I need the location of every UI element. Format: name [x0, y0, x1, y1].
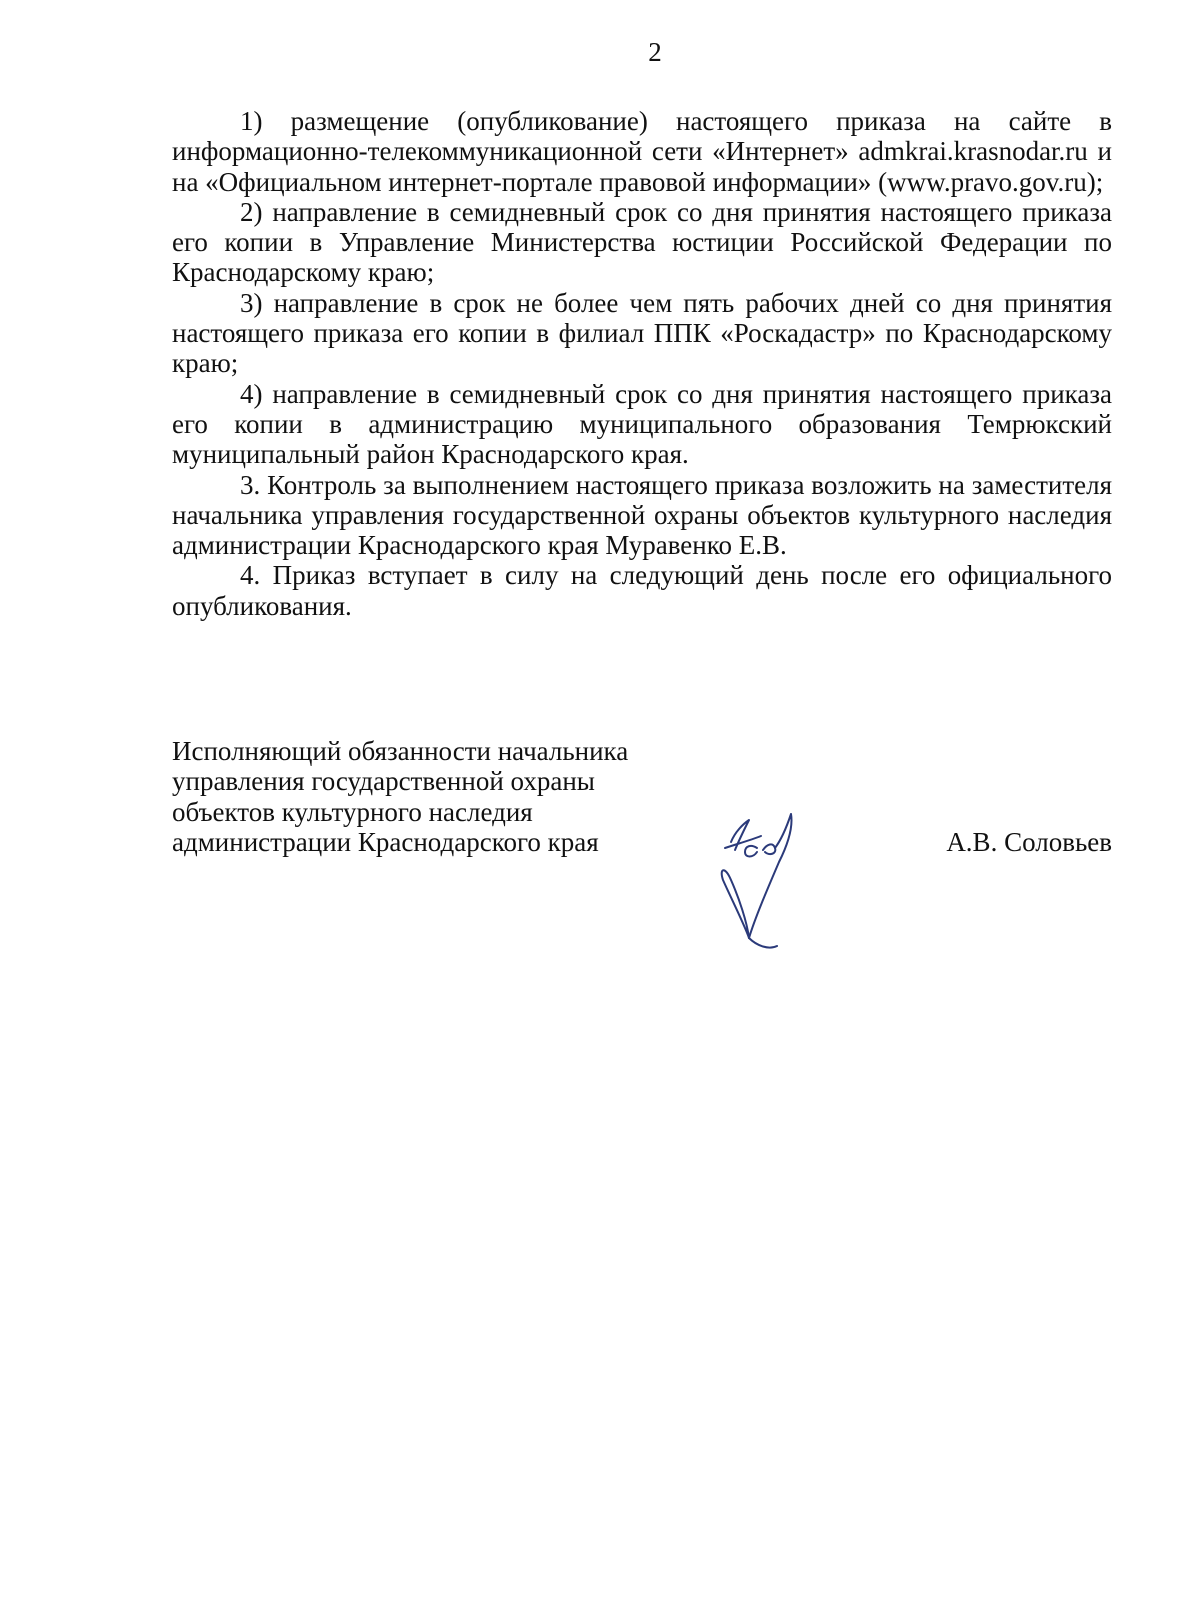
paragraph-justice-ministry: 2) направление в семидневный срок со дня принятия настоящего приказа его копии в Управление Министерства юстиции Российской Федерации по Краснодарскому краю;: [172, 196, 1112, 288]
page-number: 2: [648, 37, 662, 67]
handwritten-signature: [717, 806, 827, 956]
signature-block: [172, 736, 1112, 956]
signatory-position-line: управления государственной охраны: [172, 766, 595, 797]
signatory-position-line: Исполняющий обязанности начальника: [172, 736, 629, 766]
signatory-name: А.В. Соловьев: [946, 827, 1112, 857]
paragraph-municipal-administration: 4) направление в семидневный срок со дня принятия настоящего приказа его копии в администрацию муниципального образования Темрюкский муниципальный район Краснодарского края.: [172, 378, 1112, 470]
document-body: [172, 106, 1112, 621]
signatory-position: [172, 736, 628, 857]
paragraph-effective-date: 4. Приказ вступает в силу на следующий день после его официального опубликования.: [172, 560, 1112, 621]
paragraph-control: 3. Контроль за выполнением настоящего приказа возложить на заместителя начальника управления государственной охраны объектов культурного наследия администрации Краснодарского края Муравенко Е.В.: [172, 469, 1112, 561]
paragraph-publication: 1) размещение (опубликование) настоящего приказа на сайте в информационно-телекоммуникационной сети «Интернет» admkrai.krasnodar.ru и на «Официальном интернет-портале правовой информации» (www.pravo.gov.ru);: [172, 106, 1112, 197]
signatory-position-line: администрации Краснодарского края: [172, 826, 599, 857]
paragraph-roskadastr: 3) направление в срок не более чем пять рабочих дней со дня принятия настоящего приказа его копии в филиал ППК «Роскадастр» по Краснодарскому краю;: [172, 287, 1112, 379]
signatory-position-line: объектов культурного наследия: [172, 796, 533, 827]
